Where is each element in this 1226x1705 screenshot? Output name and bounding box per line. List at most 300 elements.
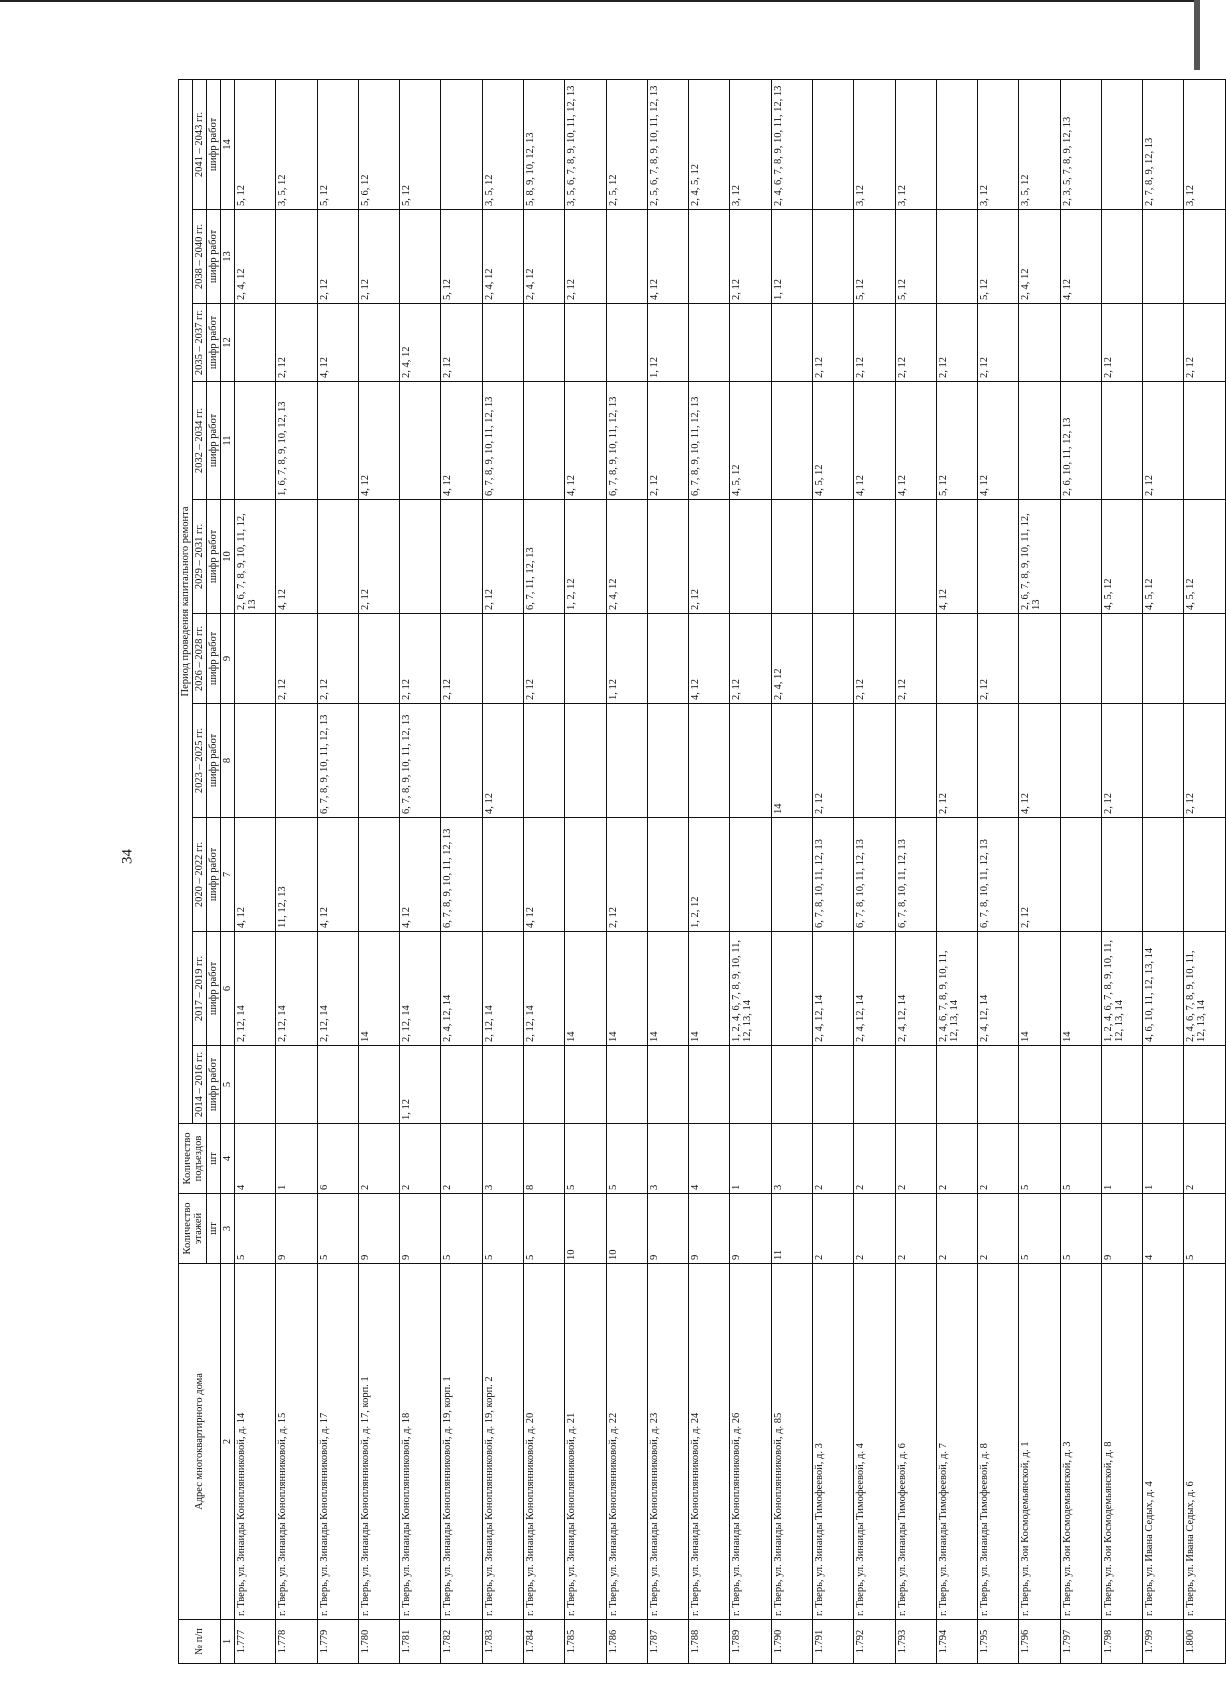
work-code-cell: 2, 4, 12: [523, 210, 564, 304]
floors-cell: 4: [1143, 1194, 1184, 1264]
work-code-cell: 1, 12: [400, 1046, 441, 1124]
entrances-cell: 3: [771, 1124, 812, 1194]
floors-cell: 5: [523, 1194, 564, 1264]
work-code-cell: 2, 12: [978, 304, 1019, 382]
work-code-cell: 2, 12: [317, 614, 358, 704]
work-code-header: шифр работ: [207, 210, 221, 304]
table-body: [235, 79, 1226, 1663]
work-code-cell: 1, 2, 12: [565, 500, 606, 614]
work-code-cell: 4, 12: [1019, 704, 1060, 818]
column-number: 7: [221, 818, 235, 932]
work-code-cell: 2, 12, 14: [317, 932, 358, 1046]
work-code-cell: [1019, 614, 1060, 704]
work-code-cell: 6, 7, 11, 12, 13: [523, 500, 564, 614]
row-number: 1.789: [730, 1620, 771, 1664]
address-cell: г. Тверь, ул. Зои Космодемьянской, д. 8: [1101, 1264, 1142, 1620]
work-code-cell: [1060, 614, 1101, 704]
work-code-cell: [771, 1046, 812, 1124]
address-cell: г. Тверь, ул. Зои Космодемьянской, д. 1: [1019, 1264, 1060, 1620]
work-code-cell: [1184, 818, 1226, 932]
address-cell: г. Тверь, ул. Зинаиды Тимофеевой, д. 3: [812, 1264, 853, 1620]
header-entrances: Количество подъездов: [179, 1124, 207, 1194]
work-code-cell: 2, 12: [854, 614, 895, 704]
work-code-cell: 2, 12, 14: [276, 932, 317, 1046]
table-row: [854, 79, 895, 1663]
entrances-cell: 8: [523, 1124, 564, 1194]
work-code-cell: [895, 500, 936, 614]
work-code-cell: 2, 6, 7, 8, 9, 10, 11, 12, 13: [235, 500, 276, 614]
table-row: [358, 79, 399, 1663]
work-code-cell: 1, 2, 4, 6, 7, 8, 9, 10, 11, 12, 13, 14: [1101, 932, 1142, 1046]
work-code-cell: [235, 704, 276, 818]
work-code-header: шифр работ: [207, 704, 221, 818]
work-code-cell: 3, 12: [730, 79, 771, 209]
work-code-cell: 6, 7, 8, 10, 11, 12, 13: [854, 818, 895, 932]
row-number: 1.784: [523, 1620, 564, 1664]
work-code-cell: [1184, 210, 1226, 304]
work-code-cell: [689, 1046, 730, 1124]
column-number: 13: [221, 210, 235, 304]
work-code-cell: 2, 12: [1101, 704, 1142, 818]
work-code-cell: 2, 6, 10, 11, 12, 13: [1060, 382, 1101, 500]
work-code-cell: [606, 210, 647, 304]
work-code-header: шифр работ: [207, 382, 221, 500]
floors-cell: 2: [936, 1194, 977, 1264]
work-code-cell: [854, 500, 895, 614]
period-header: 2035 – 2037 гг.: [193, 304, 207, 382]
work-code-cell: [730, 500, 771, 614]
work-code-cell: 3, 5, 12: [1019, 79, 1060, 209]
work-code-cell: 2, 12: [276, 614, 317, 704]
table-row: [1143, 79, 1184, 1663]
address-cell: г. Тверь, ул. Зинаиды Коноплянниковой, д. 14: [235, 1264, 276, 1620]
table-row: [1060, 79, 1101, 1663]
work-code-cell: 2, 12: [1019, 818, 1060, 932]
work-code-cell: 6, 7, 8, 9, 10, 11, 12, 13: [317, 704, 358, 818]
address-cell: г. Тверь, ул. Зинаиды Коноплянниковой, д. 24: [689, 1264, 730, 1620]
entrances-cell: 5: [1060, 1124, 1101, 1194]
work-code-cell: 1, 2, 12: [689, 818, 730, 932]
row-number: 1.782: [441, 1620, 482, 1664]
work-code-cell: 3, 12: [978, 79, 1019, 209]
work-code-cell: 14: [647, 932, 688, 1046]
work-code-cell: 2, 3, 5, 7, 8, 9, 12, 13: [1060, 79, 1101, 209]
entrances-cell: 1: [1143, 1124, 1184, 1194]
work-code-cell: [978, 500, 1019, 614]
floors-cell: 5: [1184, 1194, 1226, 1264]
work-code-cell: [606, 304, 647, 382]
work-code-cell: [730, 304, 771, 382]
work-code-cell: [1101, 818, 1142, 932]
work-code-cell: [565, 818, 606, 932]
entrances-cell: 2: [978, 1124, 1019, 1194]
work-code-cell: [606, 704, 647, 818]
work-code-cell: 2, 4, 6, 7, 8, 9, 10, 11, 12, 13, 14: [1184, 932, 1226, 1046]
row-number: 1.794: [936, 1620, 977, 1664]
work-code-cell: [1060, 704, 1101, 818]
work-code-cell: 2, 4, 12, 14: [854, 932, 895, 1046]
work-code-cell: 2, 4, 12: [1019, 210, 1060, 304]
work-code-cell: [565, 704, 606, 818]
entrances-cell: 4: [235, 1124, 276, 1194]
work-code-cell: [565, 304, 606, 382]
work-code-cell: [523, 382, 564, 500]
table-row: [400, 79, 441, 1663]
work-code-cell: 5, 12: [400, 79, 441, 209]
work-code-cell: [482, 614, 523, 704]
work-code-cell: [936, 79, 977, 209]
work-code-cell: [936, 614, 977, 704]
work-code-cell: [854, 704, 895, 818]
entrances-cell: 2: [441, 1124, 482, 1194]
work-code-cell: 4, 12: [276, 500, 317, 614]
table-row: [606, 79, 647, 1663]
work-code-cell: 2, 4, 12, 14: [978, 932, 1019, 1046]
floors-cell: 9: [276, 1194, 317, 1264]
work-code-cell: [771, 932, 812, 1046]
work-code-cell: [358, 614, 399, 704]
address-cell: г. Тверь, ул. Зинаиды Тимофеевой, д. 7: [936, 1264, 977, 1620]
header-floors: Количество этажей: [179, 1194, 207, 1264]
table-row: [689, 79, 730, 1663]
address-cell: г. Тверь, ул. Зинаиды Коноплянниковой, д. 23: [647, 1264, 688, 1620]
work-code-cell: [317, 1046, 358, 1124]
work-code-cell: [812, 1046, 853, 1124]
work-code-cell: 2, 12: [565, 210, 606, 304]
period-header: 2038 – 2040 гг.: [193, 210, 207, 304]
work-code-cell: 4, 12: [978, 382, 1019, 500]
work-code-cell: 2, 7, 8, 9, 12, 13: [1143, 79, 1184, 209]
work-code-cell: 14: [606, 932, 647, 1046]
table-row: [523, 79, 564, 1663]
work-code-cell: 2, 4, 12, 14: [895, 932, 936, 1046]
table-row: [317, 79, 358, 1663]
floors-cell: 10: [565, 1194, 606, 1264]
work-code-cell: [1143, 704, 1184, 818]
work-code-cell: 14: [689, 932, 730, 1046]
table-row: [565, 79, 606, 1663]
work-code-cell: 2, 12: [1101, 304, 1142, 382]
work-code-cell: [812, 614, 853, 704]
work-code-cell: 2, 12: [730, 614, 771, 704]
work-code-cell: [978, 704, 1019, 818]
period-header: 2014 – 2016 гг.: [193, 1046, 207, 1124]
floors-cell: 5: [1060, 1194, 1101, 1264]
work-code-cell: 14: [771, 704, 812, 818]
address-cell: г. Тверь, ул. Зинаиды Коноплянниковой, д. 19, корп. 1: [441, 1264, 482, 1620]
work-code-cell: 2, 12: [936, 704, 977, 818]
table-row: [276, 79, 317, 1663]
work-code-cell: 2, 5, 6, 7, 8, 9, 10, 11, 12, 13: [647, 79, 688, 209]
work-code-cell: 2, 12: [936, 304, 977, 382]
work-code-cell: [523, 1046, 564, 1124]
work-code-cell: [1060, 500, 1101, 614]
work-code-cell: 14: [358, 932, 399, 1046]
work-code-cell: 4, 5, 12: [1184, 500, 1226, 614]
table-row: [812, 79, 853, 1663]
work-code-cell: 4, 12: [854, 382, 895, 500]
work-code-cell: 2, 12: [978, 614, 1019, 704]
table-row: [895, 79, 936, 1663]
work-code-cell: [482, 1046, 523, 1124]
work-code-cell: [1143, 210, 1184, 304]
work-code-cell: 2, 4, 12, 14: [441, 932, 482, 1046]
address-cell: г. Тверь, ул. Зинаиды Коноплянниковой, д. 20: [523, 1264, 564, 1620]
floors-cell: 5: [441, 1194, 482, 1264]
work-code-cell: 5, 12: [978, 210, 1019, 304]
floors-cell: 9: [647, 1194, 688, 1264]
work-code-cell: [1060, 304, 1101, 382]
column-number: 3: [221, 1194, 235, 1264]
work-code-cell: 4, 12: [482, 704, 523, 818]
row-number: 1.792: [854, 1620, 895, 1664]
floors-cell: 2: [812, 1194, 853, 1264]
work-code-cell: 5, 12: [441, 210, 482, 304]
work-code-cell: [936, 818, 977, 932]
work-code-cell: [1101, 382, 1142, 500]
work-code-cell: 4, 5, 12: [730, 382, 771, 500]
work-code-cell: [936, 1046, 977, 1124]
work-code-cell: 2, 4, 12: [771, 614, 812, 704]
work-code-header: шифр работ: [207, 614, 221, 704]
row-number: 1.781: [400, 1620, 441, 1664]
entrances-cell: 2: [936, 1124, 977, 1194]
floors-cell: 9: [400, 1194, 441, 1264]
work-code-cell: 2, 12, 14: [235, 932, 276, 1046]
work-code-header: шифр работ: [207, 500, 221, 614]
work-code-cell: 2, 12: [854, 304, 895, 382]
row-number: 1.779: [317, 1620, 358, 1664]
floors-cell: 9: [730, 1194, 771, 1264]
row-number: 1.795: [978, 1620, 1019, 1664]
work-code-cell: [689, 210, 730, 304]
column-number-row: [221, 79, 235, 1663]
work-code-cell: [771, 500, 812, 614]
page-number: 34: [119, 849, 136, 864]
floors-cell: 11: [771, 1194, 812, 1264]
period-header: 2020 – 2022 гг.: [193, 818, 207, 932]
work-code-cell: 1, 6, 7, 8, 9, 10, 12, 13: [276, 382, 317, 500]
work-code-cell: [647, 704, 688, 818]
work-code-cell: 6, 7, 8, 9, 10, 11, 12, 13: [689, 382, 730, 500]
address-cell: г. Тверь, ул. Зинаиды Коноплянниковой, д. 85: [771, 1264, 812, 1620]
row-number: 1.785: [565, 1620, 606, 1664]
work-code-cell: 4, 6, 10, 11, 12, 13, 14: [1143, 932, 1184, 1046]
work-code-cell: 4, 12: [936, 500, 977, 614]
work-code-cell: [1060, 1046, 1101, 1124]
work-code-cell: 2, 12: [523, 614, 564, 704]
row-number: 1.797: [1060, 1620, 1101, 1664]
address-cell: г. Тверь, ул. Зинаиды Коноплянниковой, д. 26: [730, 1264, 771, 1620]
work-code-cell: [482, 304, 523, 382]
work-code-cell: 4, 5, 12: [812, 382, 853, 500]
work-code-cell: [647, 500, 688, 614]
entrances-cell: 2: [812, 1124, 853, 1194]
work-code-cell: [523, 704, 564, 818]
row-number: 1.793: [895, 1620, 936, 1664]
work-code-cell: [1060, 818, 1101, 932]
address-cell: г. Тверь, ул. Зинаиды Коноплянниковой, д. 22: [606, 1264, 647, 1620]
work-code-cell: 2, 12: [895, 614, 936, 704]
entrances-cell: 1: [1101, 1124, 1142, 1194]
work-code-cell: 5, 12: [895, 210, 936, 304]
work-code-cell: [647, 818, 688, 932]
work-code-cell: 2, 12: [358, 500, 399, 614]
floors-cell: 5: [1019, 1194, 1060, 1264]
work-code-cell: 14: [1019, 932, 1060, 1046]
work-code-cell: 2, 12: [441, 304, 482, 382]
work-code-cell: [441, 1046, 482, 1124]
work-code-cell: 6, 7, 8, 10, 11, 12, 13: [895, 818, 936, 932]
period-header: 2017 – 2019 гг.: [193, 932, 207, 1046]
work-code-cell: 4, 12: [317, 304, 358, 382]
row-number: 1.790: [771, 1620, 812, 1664]
work-code-cell: [730, 818, 771, 932]
row-number: 1.796: [1019, 1620, 1060, 1664]
work-code-cell: 6, 7, 8, 9, 10, 11, 12, 13: [606, 382, 647, 500]
work-code-cell: 2, 5, 12: [606, 79, 647, 209]
header-num: № п/п: [179, 1620, 221, 1664]
work-code-cell: [482, 818, 523, 932]
work-code-cell: 5, 12: [235, 79, 276, 209]
entrances-cell: 5: [1019, 1124, 1060, 1194]
work-code-cell: 4, 12: [689, 614, 730, 704]
table-row: [1184, 79, 1226, 1663]
work-code-cell: 4, 12: [358, 382, 399, 500]
column-number: 6: [221, 932, 235, 1046]
work-code-header: шифр работ: [207, 79, 221, 209]
work-code-cell: 3, 12: [1184, 79, 1226, 209]
work-code-cell: 4, 12: [1060, 210, 1101, 304]
work-code-cell: [317, 382, 358, 500]
work-code-cell: 2, 4, 12: [235, 210, 276, 304]
work-code-cell: 3, 12: [854, 79, 895, 209]
unit-entrances: шт: [207, 1124, 221, 1194]
work-code-cell: [730, 1046, 771, 1124]
table-row: [978, 79, 1019, 1663]
work-code-cell: 4, 5, 12: [1143, 500, 1184, 614]
work-code-cell: [276, 210, 317, 304]
work-code-cell: [1143, 304, 1184, 382]
work-code-cell: 2, 12: [812, 304, 853, 382]
column-number: 4: [221, 1124, 235, 1194]
address-cell: г. Тверь, ул. Зинаиды Коноплянниковой, д. 21: [565, 1264, 606, 1620]
work-code-cell: [441, 704, 482, 818]
period-header: 2029 – 2031 гг.: [193, 500, 207, 614]
work-code-cell: 2, 12: [895, 304, 936, 382]
entrances-cell: 3: [647, 1124, 688, 1194]
work-code-cell: [1101, 210, 1142, 304]
floors-cell: 9: [689, 1194, 730, 1264]
work-code-cell: 3, 5, 12: [482, 79, 523, 209]
address-cell: г. Тверь, ул. Зинаиды Коноплянниковой, д. 19, корп. 2: [482, 1264, 523, 1620]
address-cell: г. Тверь, ул. Зинаиды Тимофеевой, д. 8: [978, 1264, 1019, 1620]
work-code-cell: 2, 12: [647, 382, 688, 500]
work-code-cell: 2, 12: [276, 304, 317, 382]
work-code-cell: [771, 304, 812, 382]
address-cell: г. Тверь, ул. Зинаиды Тимофеевой, д. 4: [854, 1264, 895, 1620]
floors-cell: 2: [895, 1194, 936, 1264]
work-code-cell: [936, 210, 977, 304]
work-code-cell: 1, 2, 4, 6, 7, 8, 9, 10, 11, 12, 13, 14: [730, 932, 771, 1046]
work-code-cell: 2, 12, 14: [523, 932, 564, 1046]
work-code-cell: 2, 12: [606, 818, 647, 932]
work-code-cell: 2, 6, 7, 8, 9, 10, 11, 12, 13: [1019, 500, 1060, 614]
work-code-cell: [1184, 614, 1226, 704]
rotated-table-container: [178, 80, 1226, 1664]
work-code-cell: [235, 304, 276, 382]
work-code-cell: [235, 614, 276, 704]
work-code-cell: 2, 12: [730, 210, 771, 304]
entrances-cell: 2: [895, 1124, 936, 1194]
work-code-cell: [1019, 1046, 1060, 1124]
work-code-cell: [235, 382, 276, 500]
work-code-cell: [358, 1046, 399, 1124]
work-code-cell: [441, 79, 482, 209]
work-code-cell: [400, 382, 441, 500]
floors-cell: 9: [358, 1194, 399, 1264]
row-number: 1.799: [1143, 1620, 1184, 1664]
period-header: 2041 – 2043 гг.: [193, 79, 207, 209]
scan-edge-mark: [1194, 0, 1200, 70]
work-code-cell: 2, 12: [400, 614, 441, 704]
floors-cell: 5: [235, 1194, 276, 1264]
table-row: [235, 79, 276, 1663]
table-row: [936, 79, 977, 1663]
entrances-cell: 2: [1184, 1124, 1226, 1194]
row-number: 1.777: [235, 1620, 276, 1664]
work-code-cell: [1101, 79, 1142, 209]
work-code-cell: 2, 12: [1184, 304, 1226, 382]
work-code-cell: [606, 1046, 647, 1124]
work-code-cell: [523, 304, 564, 382]
work-code-cell: [647, 614, 688, 704]
work-code-cell: [689, 304, 730, 382]
work-code-cell: 14: [1060, 932, 1101, 1046]
work-code-cell: [1143, 1046, 1184, 1124]
table-row: [771, 79, 812, 1663]
floors-cell: 5: [317, 1194, 358, 1264]
work-code-cell: [1143, 614, 1184, 704]
column-number: 5: [221, 1046, 235, 1124]
work-code-cell: [812, 210, 853, 304]
work-code-header: шифр работ: [207, 818, 221, 932]
column-number: 8: [221, 704, 235, 818]
address-cell: г. Тверь, ул. Зои Космодемьянской, д. 3: [1060, 1264, 1101, 1620]
table-row: [482, 79, 523, 1663]
work-code-cell: 1, 12: [606, 614, 647, 704]
work-code-cell: [854, 1046, 895, 1124]
work-code-cell: [771, 382, 812, 500]
work-code-cell: [689, 704, 730, 818]
floors-cell: 10: [606, 1194, 647, 1264]
work-code-cell: [1184, 1046, 1226, 1124]
work-code-cell: 14: [565, 932, 606, 1046]
row-number: 1.778: [276, 1620, 317, 1664]
work-code-cell: 5, 6, 12: [358, 79, 399, 209]
row-number: 1.791: [812, 1620, 853, 1664]
floors-cell: 2: [854, 1194, 895, 1264]
unit-floors: шт: [207, 1194, 221, 1264]
work-code-cell: 2, 4, 12: [606, 500, 647, 614]
work-code-header: шифр работ: [207, 932, 221, 1046]
column-number: 11: [221, 382, 235, 500]
work-code-cell: [400, 500, 441, 614]
work-code-cell: 4, 12: [235, 818, 276, 932]
header-period: Период проведения капитального ремонта: [179, 79, 193, 1123]
work-code-cell: [565, 614, 606, 704]
address-cell: г. Тверь, ул. Зинаиды Коноплянниковой, д. 18: [400, 1264, 441, 1620]
